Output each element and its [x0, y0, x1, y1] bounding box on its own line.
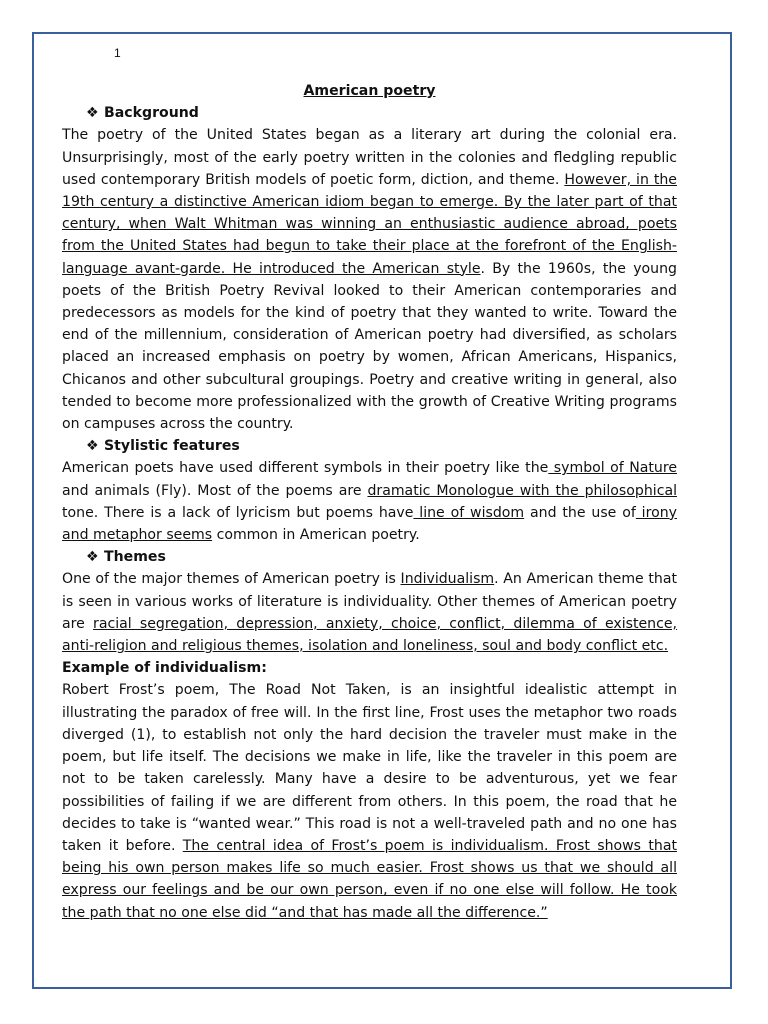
section-heading-background [62, 102, 677, 124]
document-body [62, 80, 677, 924]
text-run: American poets have used different symbols in their poetry like the [62, 460, 549, 477]
text-run: Robert Frost’s poem, The Road Not Taken, is an insightful idealistic attempt in illustrating the paradox of free will. In the first line, Frost uses the metaphor two roads diverged (1), to establish not only the hard decision the traveler must make in the poem, but life itself. The decisions we make in life, like the traveler in this poem are not to be taken carelessly. Many have a desire to be adventurous, yet we fear possibilities of failing if we are different from others. In this poem, the road that he decides to take is “wanted wear.” This road is not a well-traveled path and no one has taken it before. [62, 682, 677, 854]
text-run: common in American poetry. [212, 527, 420, 544]
document-title: American poetry [303, 83, 436, 99]
example-heading: Example of individualism: [62, 660, 267, 677]
section-heading-label: Background [104, 105, 199, 122]
section-heading-themes [62, 546, 677, 568]
underlined-text: irony and metaphor seems [62, 504, 677, 544]
text-run: tone. There is a lack of lyricism but poems have [62, 504, 414, 521]
section-heading-label: Themes [104, 549, 166, 566]
underlined-text: However, in the 19th century a distinctive American idiom began to emerge. By the later part of that century, when Walt Whitman was winning an enthusiastic audience abroad, poets from the United States had begun to take their place at the forefront of the English-language avant-garde. He introduced the American style [62, 171, 677, 277]
underlined-text: dramatic Monologue with the philosophical [367, 482, 677, 499]
text-run: and the use of [524, 504, 636, 521]
underlined-text: The central idea of Frost’s poem is individualism. Frost shows that being his own person makes life so much easier. Frost shows us that we should all express our feelings and be our own person, even if no one else will follow. He took the path that no one else did “and that has made all the difference.” [62, 837, 677, 921]
themes-paragraph [62, 568, 677, 657]
stylistic-paragraph [62, 457, 677, 546]
diamond-bullet-icon: ❖ [86, 438, 99, 455]
text-run: . An American theme that is seen in various works of literature is individuality. Other themes of American poetry are [62, 571, 677, 632]
text-run: The poetry of the United States began as a literary art during the colonial era. Unsurprisingly, most of the early poetry written in the colonies and fledgling republic used contemporary British models of poetic form, diction, and theme. [62, 127, 677, 188]
background-paragraph [62, 124, 677, 435]
section-heading-label: Stylistic features [104, 438, 240, 455]
diamond-bullet-icon: ❖ [86, 549, 99, 566]
underlined-text: racial segregation, depression, anxiety, choice, conflict, dilemma of existence, anti-religion and religious themes, isolation and loneliness, soul and body conflict etc. [62, 615, 678, 655]
section-heading-stylistic-features [62, 435, 677, 457]
diamond-bullet-icon: ❖ [86, 105, 99, 122]
page-number: 1 [114, 46, 121, 60]
underlined-text: line of wisdom [413, 504, 525, 521]
example-paragraph [62, 679, 677, 923]
underlined-text: symbol of Nature [548, 460, 677, 477]
text-run: . By the 1960s, the young poets of the British Poetry Revival looked to their American contemporaries and predecessors as models for the kind of poetry that they wanted to write. Toward the end of the millennium, consideration of American poetry had diversified, as scholars placed an increased emphasis on poetry by women, African Americans, Hispanics, Chicanos and other subcultural groupings. Poetry and creative writing in general, also tended to become more professionalized with the growth of Creative Writing programs on campuses across the country. [62, 260, 677, 433]
text-run: and animals (Fly). Most of the poems are [62, 482, 368, 499]
text-run: One of the major themes of American poetry is [62, 571, 401, 588]
underlined-text: Individualism [400, 571, 495, 588]
